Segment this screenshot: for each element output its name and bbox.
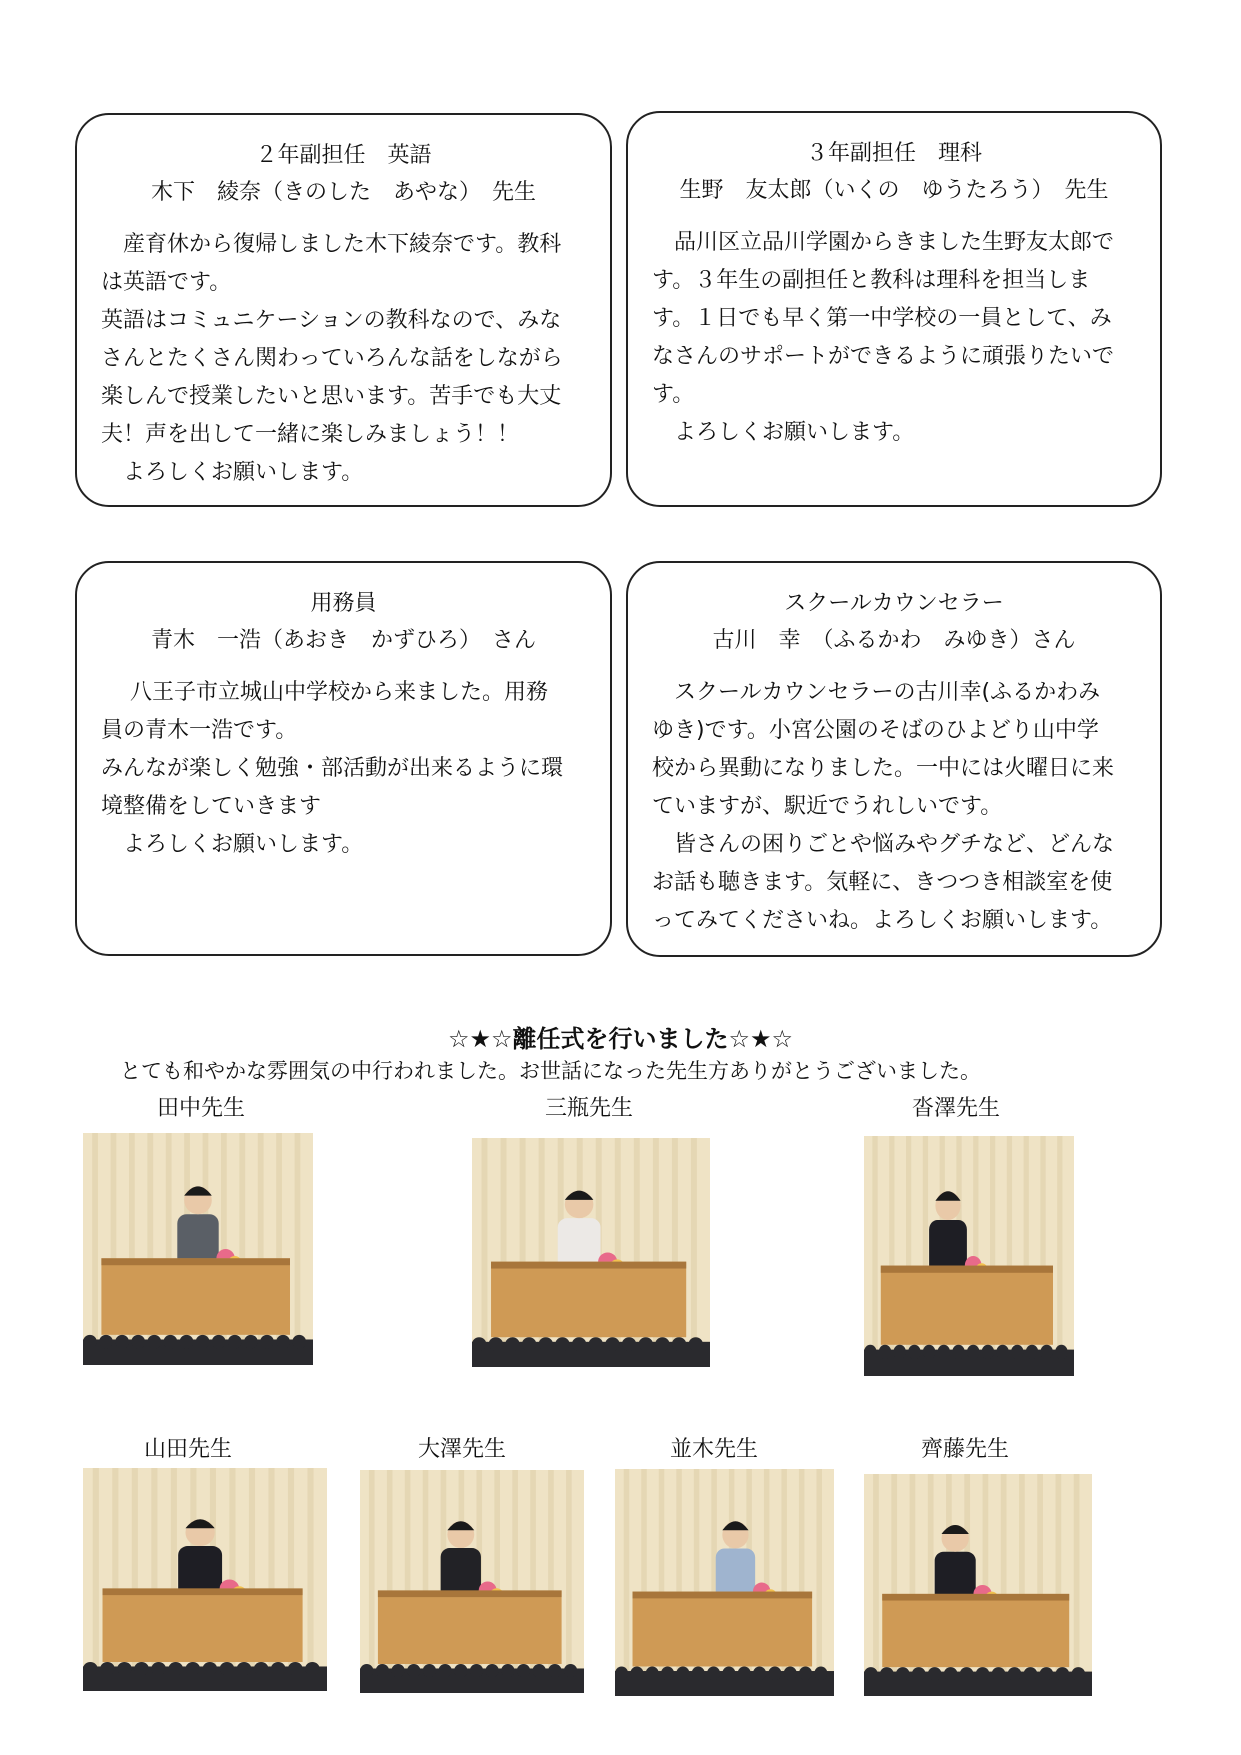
card-body: 品川区立品川学園からきました生野友太郎で す。３年生の副担任と教科は理科を担当しま す。１日でも早く第一中学校の一員として、み なさんのサポートができるように頑張りたいで す。 よろしくお願いします。 bbox=[652, 230, 1115, 445]
teacher-card-kinoshita bbox=[75, 113, 612, 507]
card-name: 青木 一浩（あおき かずひろ） さん bbox=[150, 628, 536, 653]
farewell-intro: とても和やかな雰囲気の中行われました。お世話になった先生方ありがとうございました。 bbox=[120, 1059, 981, 1083]
card-role: ３年副担任 理科 bbox=[805, 141, 982, 166]
card-name: 木下 綾奈（きのした あやな） 先生 bbox=[150, 180, 536, 205]
photo-label-saito: 齊藤先生 bbox=[921, 1437, 1010, 1462]
photo-label-kutsuzawa: 沓澤先生 bbox=[912, 1096, 1001, 1121]
photo-label-tanaka: 田中先生 bbox=[157, 1096, 246, 1121]
stage-scene-illustration bbox=[83, 1133, 313, 1365]
card-body: 八王子市立城山中学校から来ました。用務 員の青木一浩です。 みんなが楽しく勉強・部活動が出来るように環 境整備をしていきます よろしくお願いします。 bbox=[101, 680, 564, 857]
stage-scene-illustration bbox=[360, 1470, 584, 1693]
teacher-card-ikuno bbox=[626, 111, 1162, 507]
card-name: 生野 友太郎（いくの ゆうたろう） 先生 bbox=[679, 178, 1109, 203]
photo-kutsuzawa bbox=[864, 1136, 1074, 1376]
photo-label-yamada: 山田先生 bbox=[144, 1437, 233, 1462]
photo-label-osawa: 大澤先生 bbox=[418, 1437, 507, 1462]
stage-scene-illustration bbox=[864, 1136, 1074, 1376]
photo-label-namiki: 並木先生 bbox=[670, 1437, 759, 1462]
card-body: スクールカウンセラーの古川幸(ふるかわみ ゆき)です。小宮公園のそばのひよどり山中学 校から異動になりました。一中には火曜日に来 ていますが、駅近でうれしいです。 皆さんの困りごとや悩みやグチなど、どんな お話も聴きます。気軽に、きつつき相談室を使 ってみてくださいね。よろしくお願いします。 bbox=[652, 680, 1115, 933]
farewell-heading: ☆★☆離任式を行いました☆★☆ bbox=[447, 1025, 794, 1053]
staff-card-furukawa bbox=[626, 561, 1162, 957]
photo-osawa bbox=[360, 1470, 584, 1693]
stage-scene-illustration bbox=[864, 1474, 1092, 1696]
card-role: スクールカウンセラー bbox=[784, 591, 1004, 616]
staff-card-aoki bbox=[75, 561, 612, 956]
stage-scene-illustration bbox=[83, 1468, 327, 1691]
photo-tanaka bbox=[83, 1133, 313, 1365]
photo-saito bbox=[864, 1474, 1092, 1696]
stage-scene-illustration bbox=[472, 1138, 710, 1367]
photo-sanpei bbox=[472, 1138, 710, 1367]
photo-yamada bbox=[83, 1468, 327, 1691]
photo-namiki bbox=[615, 1469, 834, 1696]
card-body: 産育休から復帰しました木下綾奈です。教科 は英語です。 英語はコミュニケーションの教科なので、みな さんとたくさん関わっていろんな話をしながら 楽しんで授業したいと思います。苦手でも大丈 夫！声を出して一緒に楽しみましょう！！ よろしくお願いします。 bbox=[101, 232, 563, 485]
photo-label-sanpei: 三瓶先生 bbox=[545, 1096, 634, 1121]
card-name: 古川 幸 （ふるかわ みゆき）さん bbox=[712, 628, 1076, 653]
card-role: 用務員 bbox=[310, 591, 377, 616]
stage-scene-illustration bbox=[615, 1469, 834, 1696]
card-role: ２年副担任 英語 bbox=[255, 143, 432, 168]
